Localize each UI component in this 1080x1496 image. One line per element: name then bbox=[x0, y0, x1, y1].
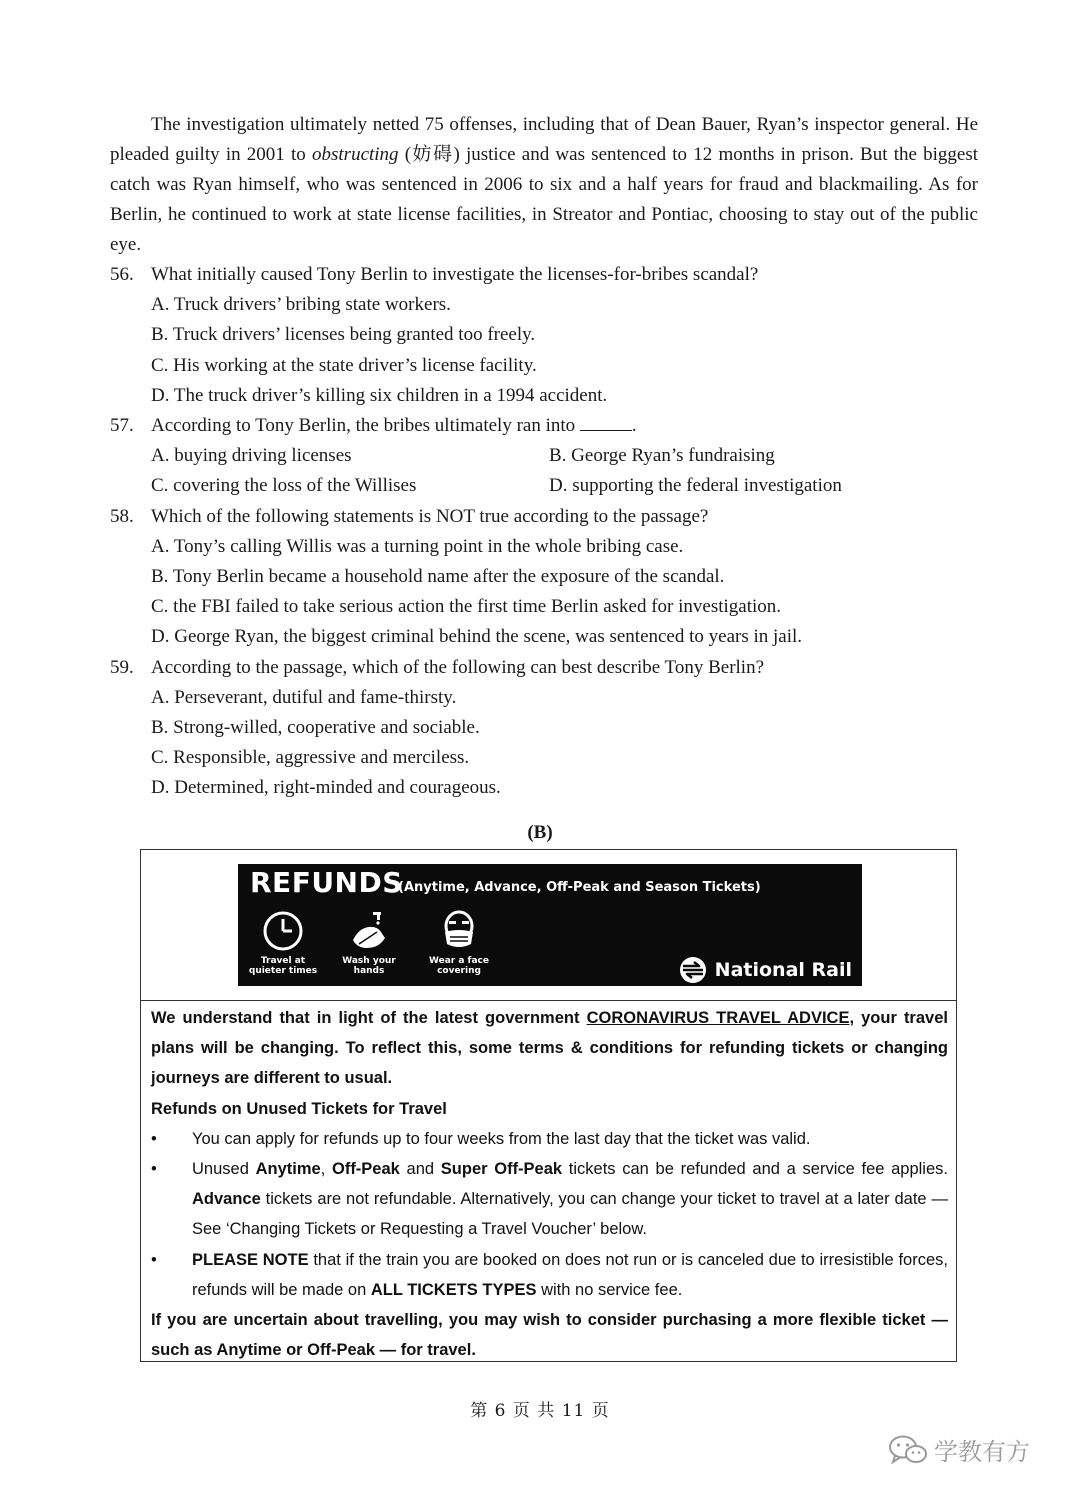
face-covering-icon bbox=[438, 910, 480, 952]
bullet-dot: • bbox=[151, 1250, 157, 1269]
question-number: 59. bbox=[110, 656, 134, 678]
refunds-heading: Refunds on Unused Tickets for Travel bbox=[151, 1099, 447, 1118]
option-58-b: B. Tony Berlin became a household name after the exposure of the scandal. bbox=[151, 566, 725, 588]
section-label: (B) bbox=[527, 822, 553, 843]
text-segment: with no service fee. bbox=[541, 1280, 683, 1299]
option-59-b: B. Strong-willed, cooperative and sociable. bbox=[151, 717, 480, 739]
intro-text: We understand that in light of the latest government bbox=[151, 1009, 580, 1027]
question-58 bbox=[110, 502, 978, 532]
text-segment: , bbox=[320, 1160, 326, 1179]
icon-caption bbox=[248, 956, 318, 976]
option-58-a: A. Tony’s calling Willis was a turning point in the whole bribing case. bbox=[151, 535, 684, 557]
option-58-d: D. George Ryan, the biggest criminal behind the scene, was sentenced to years in jail. bbox=[151, 626, 803, 648]
bullet-item-3 bbox=[151, 1245, 948, 1305]
question-stem-text: According to Tony Berlin, the bribes ultimately ran into bbox=[151, 415, 576, 437]
banner-title: REFUNDS bbox=[250, 866, 403, 899]
bold-term: Off-Peak bbox=[331, 1160, 400, 1179]
notice-intro bbox=[151, 1003, 948, 1094]
caption-line-2: covering bbox=[437, 966, 481, 976]
travel-quieter-item bbox=[248, 910, 318, 976]
option-57-c: C. covering the loss of the Willises bbox=[151, 475, 417, 497]
national-rail-logo-icon bbox=[679, 956, 707, 984]
bold-term: Anytime bbox=[255, 1160, 321, 1179]
question-stem: Which of the following statements is NOT true according to the passage? bbox=[151, 505, 709, 527]
bullet-dot: • bbox=[151, 1160, 157, 1179]
text-segment: tickets are not refundable. Alternatively, you can change your ticket to travel at a later date — See ‘Changing Tickets or Requesting a Travel Voucher’ below. bbox=[192, 1190, 948, 1239]
bold-term: ALL TICKETS TYPES bbox=[370, 1280, 537, 1299]
text-segment: tickets can be refunded and a service fee applies. bbox=[568, 1160, 948, 1179]
refund-notice-box bbox=[140, 849, 957, 1362]
chinese-gloss: (妨碍) bbox=[404, 144, 460, 165]
option-56-b: B. Truck drivers’ licenses being granted too freely. bbox=[151, 324, 536, 346]
options-row-57-ab bbox=[110, 441, 978, 471]
question-number: 56. bbox=[110, 264, 134, 285]
wechat-icon bbox=[888, 1434, 928, 1466]
option-56-a: A. Truck drivers’ bribing state workers. bbox=[151, 294, 451, 316]
bullet-dot: • bbox=[151, 1129, 157, 1148]
caption-line-1: Wash your bbox=[342, 956, 396, 966]
bullet-text bbox=[192, 1245, 948, 1305]
option-57-a: A. buying driving licenses bbox=[151, 445, 352, 467]
notice-body bbox=[141, 1001, 956, 1365]
bullet-text bbox=[192, 1154, 948, 1245]
option-56-d: D. The truck driver’s killing six children in a 1994 accident. bbox=[151, 384, 608, 406]
question-59 bbox=[110, 653, 978, 683]
text-segment: and bbox=[406, 1160, 435, 1179]
option-58-c: C. the FBI failed to take serious action the first time Berlin asked for investigation. bbox=[151, 596, 782, 618]
brand-name: National Rail bbox=[714, 959, 852, 981]
option-59-d: D. Determined, right-minded and courageous. bbox=[151, 777, 501, 799]
option-57-d: D. supporting the federal investigation bbox=[549, 475, 842, 497]
hand-wash-icon bbox=[347, 910, 391, 952]
watermark bbox=[888, 1432, 1030, 1467]
bold-term: Advance bbox=[192, 1190, 261, 1209]
question-number: 58. bbox=[110, 505, 134, 527]
icon-caption bbox=[334, 956, 404, 976]
watermark-text: 学教有方 bbox=[934, 1438, 1030, 1466]
option-59-c: C. Responsible, aggressive and merciless. bbox=[151, 747, 470, 769]
question-stem: According to the passage, which of the following can best describe Tony Berlin? bbox=[151, 656, 765, 678]
page-number: 第 6 页 共 11 页 bbox=[470, 1401, 610, 1421]
options-row-57-cd bbox=[110, 471, 978, 501]
national-rail-logo bbox=[679, 956, 852, 984]
option-56-c: C. His working at the state driver’s license facility. bbox=[151, 354, 537, 376]
option-57-b: B. George Ryan’s fundraising bbox=[549, 445, 775, 467]
italic-word: obstructing bbox=[312, 144, 399, 165]
bullet-text: You can apply for refunds up to four weeks from the last day that the ticket was valid. bbox=[192, 1129, 811, 1148]
passage-and-questions bbox=[110, 110, 978, 804]
banner-subtitle: (Anytime, Advance, Off-Peak and Season Tickets) bbox=[398, 880, 761, 895]
question-stem-end: . bbox=[631, 415, 637, 437]
question-57 bbox=[110, 411, 978, 441]
caption-line-1: Travel at bbox=[260, 956, 306, 966]
question-stem: What initially caused Tony Berlin to investigate the licenses-for-bribes scandal? bbox=[151, 264, 759, 285]
caption-line-1: Wear a face bbox=[429, 956, 489, 966]
caption-line-2: hands bbox=[353, 966, 385, 976]
paragraph-text-rest: justice and was sentenced to 12 months in prison. But the biggest catch was Ryan himself, who was sentenced in 2006 to six and a half years for fraud and blackmailing. As for Berlin, he continued to work at state license facilities, in Streator and Pontiac, choosing to stay out of the public eye. bbox=[110, 144, 979, 255]
bold-term: PLEASE NOTE bbox=[192, 1250, 309, 1269]
face-covering-item bbox=[424, 910, 494, 976]
answer-blank bbox=[580, 414, 632, 431]
wash-hands-item bbox=[334, 910, 404, 976]
question-stem bbox=[151, 411, 978, 441]
notice-closing: If you are uncertain about travelling, you may wish to consider purchasing a more flexible ticket — such as Anytime or Off-Peak — for travel. bbox=[151, 1311, 948, 1360]
text-segment: Unused bbox=[192, 1160, 249, 1179]
icon-caption bbox=[424, 956, 494, 976]
banner-area bbox=[141, 850, 956, 1001]
clock-icon bbox=[262, 910, 304, 952]
text-segment: that if the train you are booked on does not run or is canceled due to irresistible forces, refunds will be made on bbox=[192, 1250, 948, 1299]
question-number: 57. bbox=[110, 415, 134, 437]
coronavirus-advice-link[interactable]: CORONAVIRUS TRAVEL ADVICE bbox=[586, 1009, 850, 1027]
bold-term: Super Off-Peak bbox=[440, 1160, 563, 1179]
intro-text-rest: , your travel plans will be changing. To reflect this, some terms & conditions for refunding tickets or changing journeys are different to usual. bbox=[151, 1009, 948, 1088]
refunds-banner bbox=[238, 864, 862, 986]
option-59-a: A. Perseverant, dutiful and fame-thirsty. bbox=[151, 686, 457, 708]
caption-line-2: quieter times bbox=[248, 966, 318, 976]
bullet-item-2 bbox=[151, 1154, 948, 1245]
bullet-item-1 bbox=[151, 1124, 948, 1154]
question-56 bbox=[110, 260, 978, 290]
passage-paragraph bbox=[110, 110, 978, 260]
paragraph-text: The investigation ultimately netted 75 offenses, including that of Dean Bauer, Ryan’s inspector general. He pleaded guilty in 2001 to bbox=[110, 114, 978, 165]
